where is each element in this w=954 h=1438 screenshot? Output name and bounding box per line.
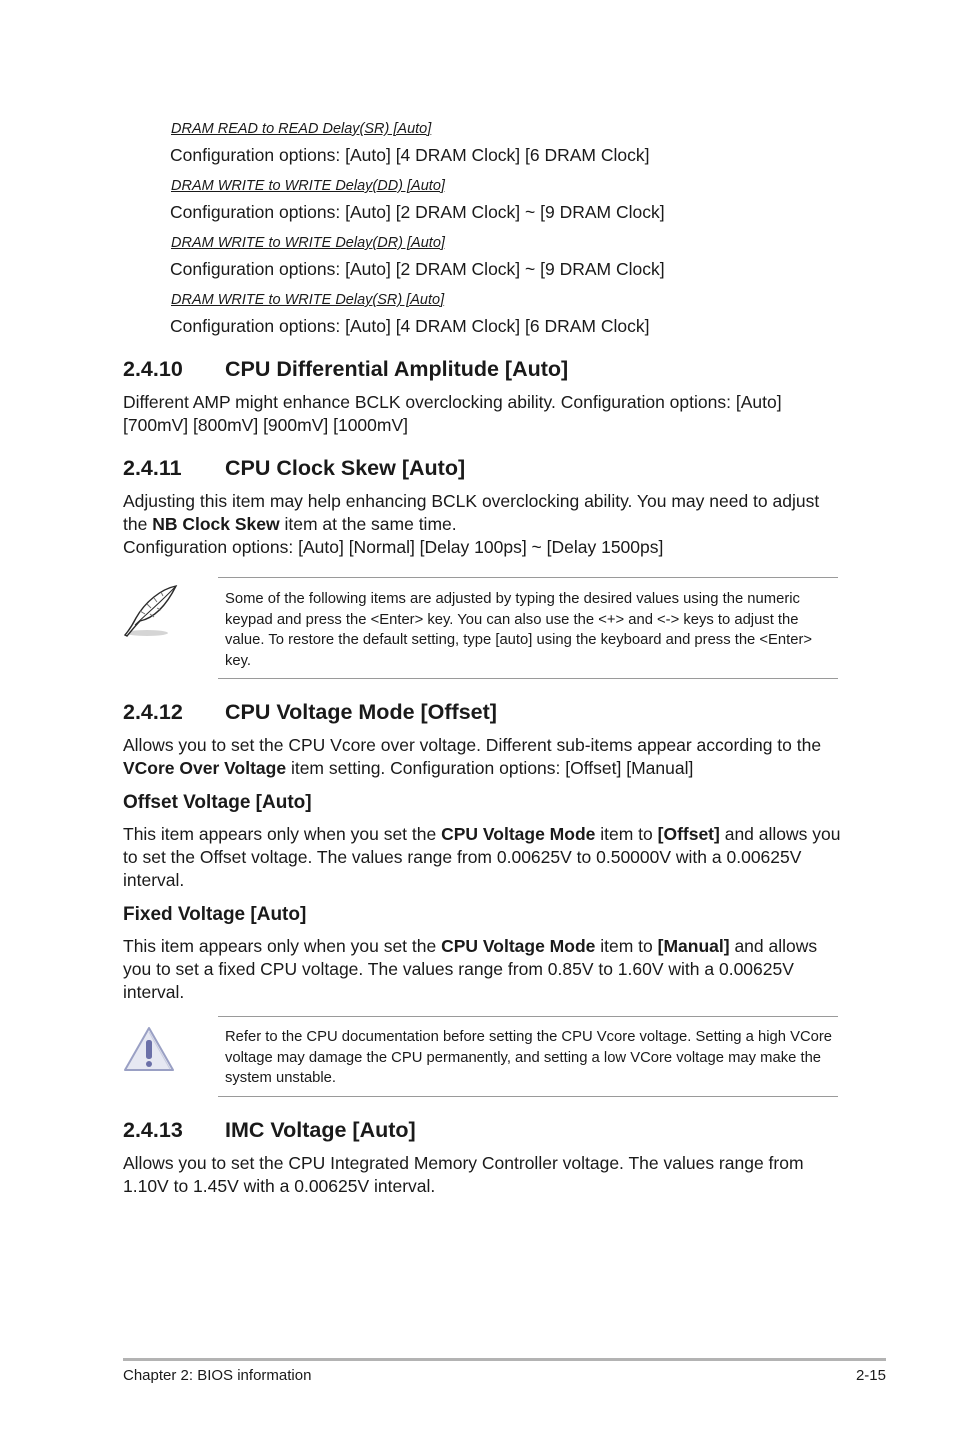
body-text: item to: [595, 824, 658, 844]
body-text: This item appears only when you set the: [123, 936, 442, 956]
body-text: and allows you to set a fixed CPU voltage. The values range from 0.85V to 1.60V with a 0.00625V interval.: [123, 936, 818, 1002]
dram-write-write-dd-options: Configuration options: [Auto] [2 DRAM Clock] ~ [9 DRAM Clock]: [170, 202, 665, 222]
note-top-rule: [218, 577, 838, 578]
vcore-over-voltage-term: VCore Over Voltage: [123, 758, 287, 778]
section-2-4-12-body: [123, 734, 843, 780]
section-heading-2-4-10: [123, 357, 568, 382]
section-2-4-11-body: [123, 490, 843, 559]
cpu-voltage-mode-term: CPU Voltage Mode: [441, 936, 596, 956]
dram-write-write-sr-options: Configuration options: [Auto] [4 DRAM Clock] [6 DRAM Clock]: [170, 316, 650, 336]
manual-value-term: [Manual]: [657, 936, 730, 956]
config-options-text: Configuration options: [Auto] [Normal] [Delay 100ps] ~ [Delay 1500ps]: [123, 537, 664, 557]
section-number: 2.4.12: [123, 700, 183, 724]
section-heading-2-4-12: [123, 700, 497, 725]
body-text: item to: [595, 936, 658, 956]
cpu-voltage-mode-term: CPU Voltage Mode: [441, 824, 596, 844]
dram-write-write-dd-label: DRAM WRITE to WRITE Delay(DD) [Auto]: [171, 178, 445, 194]
warning-top-rule: [218, 1016, 838, 1017]
footer-rule: [123, 1358, 886, 1361]
section-2-4-13-body: Allows you to set the CPU Integrated Memory Controller voltage. The values range from 1.10V to 1.45V with a 0.00625V interval.: [123, 1153, 804, 1196]
fixed-voltage-heading: Fixed Voltage [Auto]: [123, 904, 307, 925]
section-heading-2-4-11: [123, 456, 465, 481]
section-number: 2.4.13: [123, 1118, 183, 1142]
note-bottom-rule: [218, 678, 838, 679]
section-title: CPU Clock Skew [Auto]: [225, 456, 466, 480]
section-title: CPU Differential Amplitude [Auto]: [225, 357, 569, 381]
dram-write-write-sr-label: DRAM WRITE to WRITE Delay(SR) [Auto]: [171, 292, 445, 308]
feather-pen-icon: [121, 584, 179, 640]
body-text: Adjusting this item may help enhancing BCLK overclocking ability. You may need to adjust the: [123, 491, 820, 534]
fixed-voltage-body: [123, 935, 843, 1004]
body-text: and allows you to set the Offset voltage. The values range from 0.00625V to 0.50000V with a 0.00625V interval.: [123, 824, 841, 890]
offset-value-term: [Offset]: [657, 824, 720, 844]
section-heading-2-4-13: [123, 1118, 416, 1143]
section-title: IMC Voltage [Auto]: [225, 1118, 416, 1142]
section-title: CPU Voltage Mode [Offset]: [225, 700, 497, 724]
body-text: Allows you to set the CPU Vcore over voltage. Different sub-items appear according to the: [123, 735, 822, 755]
nb-clock-skew-term: NB Clock Skew: [152, 514, 280, 534]
warning-bottom-rule: [218, 1096, 838, 1097]
warning-text: Refer to the CPU documentation before setting the CPU Vcore voltage. Setting a high VCore voltage may damage the CPU permanently, and setting a low VCore voltage may make the system unstable.: [225, 1029, 833, 1086]
dram-read-read-sr-label: DRAM READ to READ Delay(SR) [Auto]: [171, 121, 432, 137]
note-text: Some of the following items are adjusted by typing the desired values using the numeric keypad and press the <Enter> key. You can also use the <+> and <-> keys to adjust the value. To restore the default setting, type [auto] using the keyboard and press the <Enter> key.: [225, 591, 813, 669]
footer-page-number: 2-15: [855, 1367, 886, 1384]
dram-read-read-sr-options: Configuration options: [Auto] [4 DRAM Clock] [6 DRAM Clock]: [170, 145, 650, 165]
body-text: This item appears only when you set the: [123, 824, 442, 844]
warning-triangle-icon: [122, 1024, 176, 1074]
section-number: 2.4.11: [123, 456, 182, 480]
body-text: item at the same time.: [279, 514, 457, 534]
offset-voltage-body: [123, 823, 843, 892]
section-number: 2.4.10: [123, 357, 183, 381]
dram-write-write-dr-label: DRAM WRITE to WRITE Delay(DR) [Auto]: [171, 235, 445, 251]
section-2-4-10-body: Different AMP might enhance BCLK overclocking ability. Configuration options: [Auto] [700mV] [800mV] [900mV] [1000mV]: [123, 392, 782, 435]
offset-voltage-heading: Offset Voltage [Auto]: [123, 792, 312, 813]
footer-chapter: Chapter 2: BIOS information: [123, 1367, 312, 1384]
body-text: item setting. Configuration options: [Offset] [Manual]: [286, 758, 694, 778]
dram-write-write-dr-options: Configuration options: [Auto] [2 DRAM Clock] ~ [9 DRAM Clock]: [170, 259, 665, 279]
